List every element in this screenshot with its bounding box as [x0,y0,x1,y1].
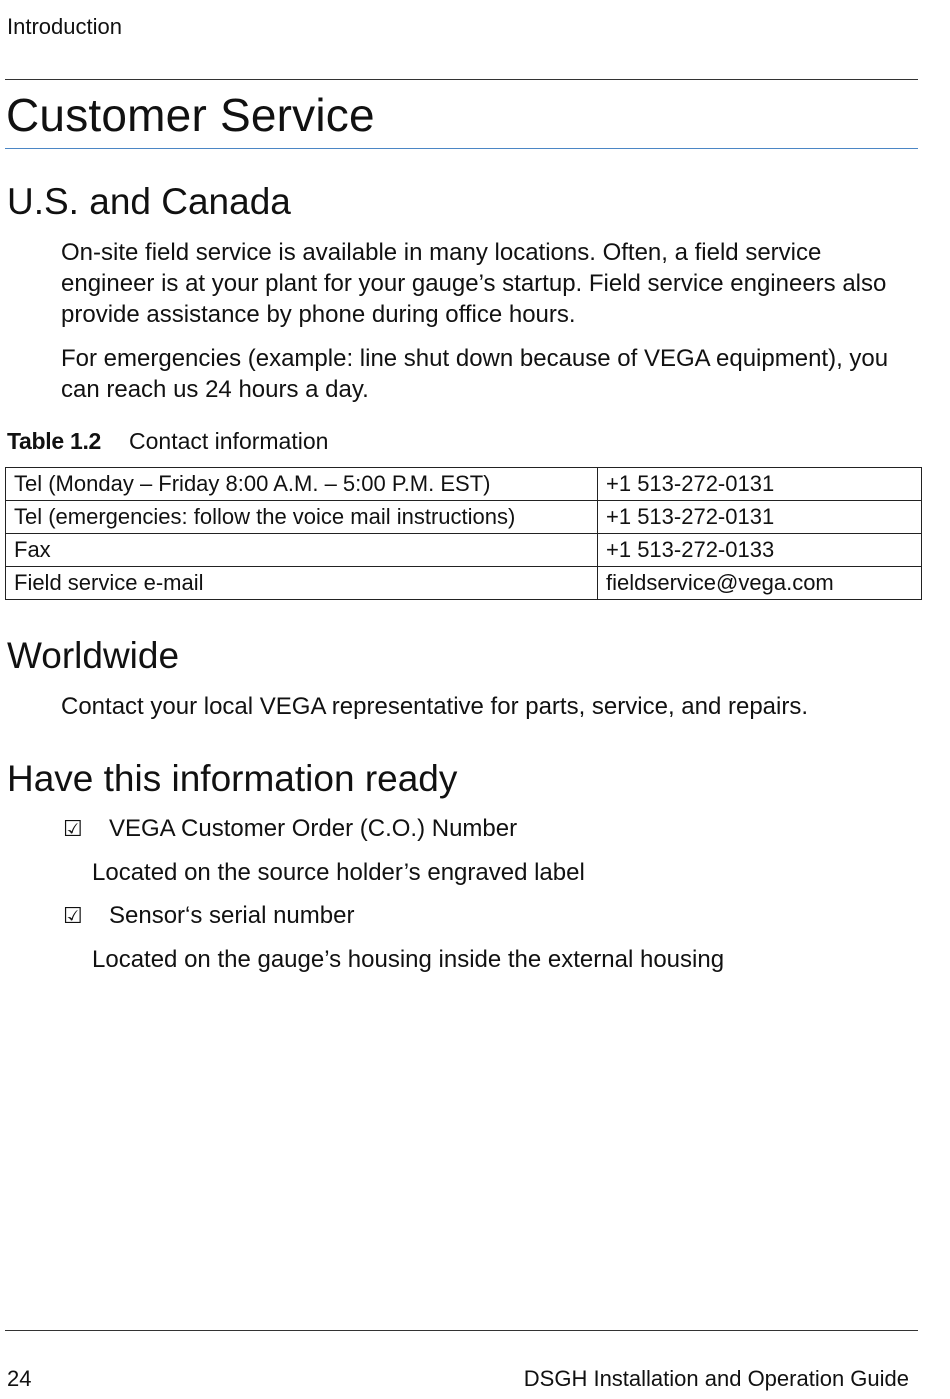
footer-document-title: DSGH Installation and Operation Guide [523,1366,909,1391]
contact-value-cell: +1 513-272-0133 [598,534,922,567]
footer-divider [5,1330,918,1331]
checklist-item-label: Sensor‘s serial number [109,902,355,929]
contact-label-cell: Field service e-mail [6,567,598,600]
checkbox-checked-icon: ☑ [63,904,83,929]
header-divider [5,79,918,80]
page-title: Customer Service [6,89,375,141]
table-number: Table 1.2 [7,428,102,454]
title-divider [5,148,918,149]
checklist-item [63,902,354,930]
checklist-item-detail: Located on the source holder’s engraved label [92,859,585,886]
contact-value-cell: +1 513-272-0131 [598,501,922,534]
section-heading-have-info: Have this information ready [7,758,458,799]
contact-label-cell: Tel (emergencies: follow the voice mail instructions) [6,501,598,534]
table-caption-text: Contact information [129,428,329,454]
table-row [6,468,922,501]
contact-label-cell: Tel (Monday – Friday 8:00 A.M. – 5:00 P.M. EST) [6,468,598,501]
checklist-item-label: VEGA Customer Order (C.O.) Number [109,815,518,842]
paragraph-worldwide: Contact your local VEGA representative for parts, service, and repairs. [61,693,809,720]
contact-value-cell: +1 513-272-0131 [598,468,922,501]
paragraph-emergencies: For emergencies (example: line shut down because of VEGA equipment), you can reach us 24 hours a day. [61,345,889,403]
contact-information-table [5,467,922,600]
contact-value-cell: fieldservice@vega.com [598,567,922,600]
paragraph-field-service: On-site field service is available in many locations. Often, a field service engineer is at your plant for your gauge’s startup. Field service engineers also provide assistance by phone during office hours. [61,239,887,328]
table-caption [7,428,328,455]
running-header: Introduction [7,14,122,39]
table-row [6,534,922,567]
page-number: 24 [7,1366,32,1391]
section-heading-us-canada: U.S. and Canada [7,181,291,222]
checklist-item [63,815,517,843]
section-heading-worldwide: Worldwide [7,635,180,676]
contact-label-cell: Fax [6,534,598,567]
checklist-item-detail: Located on the gauge’s housing inside the external housing [92,946,725,973]
checkbox-checked-icon: ☑ [63,817,83,842]
table-row [6,567,922,600]
table-row [6,501,922,534]
